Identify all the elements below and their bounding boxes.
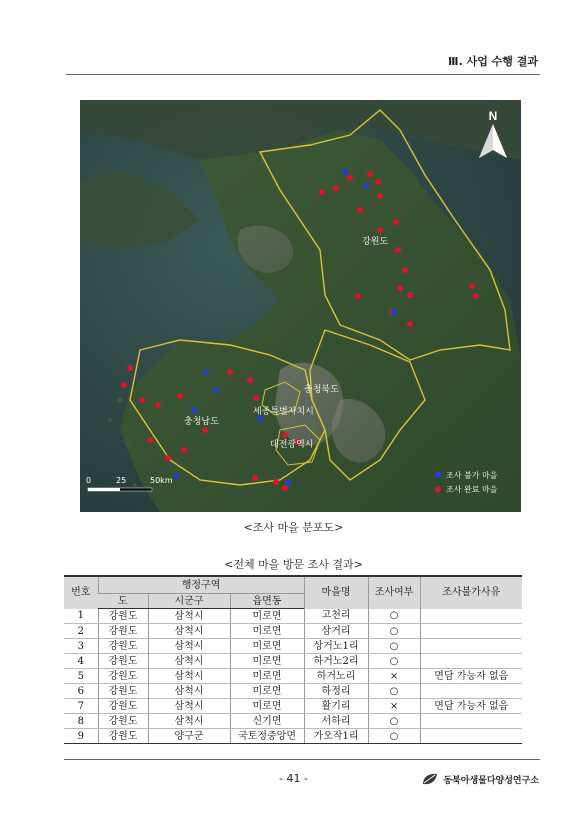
cell-sigungu: 삼척시: [148, 609, 230, 624]
cell-do: 강원도: [98, 609, 148, 624]
legend-completed-dot: [435, 486, 441, 492]
cell-no: 7: [64, 699, 98, 714]
legend-unavailable-dot: [435, 472, 441, 478]
village-marker-completed: [393, 219, 399, 225]
cell-village: 활기리: [304, 699, 368, 714]
header-eupmyeondong: 읍면동: [230, 594, 304, 609]
cell-do: 강원도: [98, 654, 148, 669]
village-marker-completed: [395, 247, 401, 253]
village-marker-completed: [273, 479, 279, 485]
village-marker-completed: [367, 171, 373, 177]
label-chungbuk: 충청북도: [304, 385, 339, 395]
cell-no: 3: [64, 639, 98, 654]
table-row: [64, 669, 522, 684]
village-marker-completed: [469, 283, 475, 289]
cell-sigungu: 양구군: [148, 729, 230, 744]
label-chungnam: 충청남도: [184, 417, 219, 427]
cell-sigungu: 삼척시: [148, 669, 230, 684]
legend-unavailable-label: 조사 불가 마을: [446, 471, 498, 480]
header-divider: [66, 74, 540, 75]
table-row: [64, 609, 522, 624]
village-marker-completed: [227, 369, 233, 375]
cell-eupmyeondong: 미로면: [230, 609, 304, 624]
cell-surveyed: ×: [368, 699, 420, 714]
cell-no: 1: [64, 609, 98, 624]
table-row: [64, 684, 522, 699]
cell-do: 강원도: [98, 729, 148, 744]
village-marker-completed: [473, 293, 479, 299]
map-island: [133, 483, 137, 487]
label-sejong: 세종특별자치시: [253, 407, 314, 417]
village-distribution-map: [80, 100, 521, 512]
village-marker-completed: [253, 395, 259, 401]
village-marker-completed: [127, 365, 133, 371]
cell-do: 강원도: [98, 639, 148, 654]
village-marker-completed: [147, 437, 153, 443]
village-marker-unavailable: [391, 309, 397, 315]
cell-no: 2: [64, 624, 98, 639]
compass-letter: N: [488, 109, 498, 123]
cell-eupmyeondong: 미로면: [230, 669, 304, 684]
table-row: [64, 654, 522, 669]
table-row: [64, 729, 522, 744]
cell-no: 4: [64, 654, 98, 669]
village-marker-completed: [355, 293, 361, 299]
cell-do: 강원도: [98, 714, 148, 729]
cell-surveyed: ○: [368, 639, 420, 654]
cell-reason: [420, 609, 522, 624]
village-marker-completed: [347, 175, 353, 181]
cell-eupmyeondong: 신기면: [230, 714, 304, 729]
cell-do: 강원도: [98, 684, 148, 699]
org-logo: [421, 772, 539, 786]
header-surveyed: 조사여부: [368, 576, 420, 609]
cell-reason: [420, 654, 522, 669]
village-marker-unavailable: [285, 480, 291, 486]
cell-reason: [420, 639, 522, 654]
cell-surveyed: ○: [368, 654, 420, 669]
cell-sigungu: 삼척시: [148, 684, 230, 699]
village-marker-completed: [247, 377, 253, 383]
village-marker-unavailable: [342, 169, 348, 175]
village-marker-completed: [377, 193, 383, 199]
cell-reason: 면담 가능자 없음: [420, 699, 522, 714]
header-reason: 조사불가사유: [420, 576, 522, 609]
footer-divider: [64, 759, 540, 760]
village-marker-completed: [121, 382, 127, 388]
leaf-logo-icon: [421, 772, 439, 786]
scale-zero: 0: [86, 476, 92, 485]
cell-village: 가오작1리: [304, 729, 368, 744]
cell-eupmyeondong: 미로면: [230, 699, 304, 714]
cell-no: 6: [64, 684, 98, 699]
survey-results-table: [64, 575, 522, 744]
map-island: [117, 397, 123, 403]
table-row: [64, 639, 522, 654]
cell-reason: 면담 가능자 없음: [420, 669, 522, 684]
village-marker-completed: [407, 321, 413, 327]
village-marker-completed: [282, 485, 288, 491]
village-marker-completed: [357, 207, 363, 213]
cell-sigungu: 삼척시: [148, 639, 230, 654]
cell-village: 서하리: [304, 714, 368, 729]
cell-eupmyeondong: 미로면: [230, 654, 304, 669]
label-daejeon: 대전광역시: [270, 440, 314, 450]
org-name: 동북아생물다양성연구소: [443, 775, 539, 786]
cell-do: 강원도: [98, 624, 148, 639]
page-header: [0, 0, 587, 90]
cell-eupmyeondong: 미로면: [230, 639, 304, 654]
table-body: [64, 609, 522, 744]
legend-completed-label: 조사 완료 마을: [446, 485, 498, 494]
cell-do: 강원도: [98, 699, 148, 714]
cell-village: 하거노리: [304, 669, 368, 684]
label-gangwon: 강원도: [362, 237, 389, 247]
map-caption: <조사 마을 분포도>: [243, 521, 344, 534]
village-marker-completed: [282, 432, 288, 438]
village-marker-completed: [177, 393, 183, 399]
cell-eupmyeondong: 미로면: [230, 684, 304, 699]
village-marker-completed: [139, 397, 145, 403]
scale-end: 50km: [150, 476, 173, 485]
cell-no: 8: [64, 714, 98, 729]
village-marker-completed: [407, 292, 413, 298]
village-marker-completed: [402, 267, 408, 273]
header-sigungu: 시군구: [148, 594, 230, 609]
cell-reason: [420, 684, 522, 699]
village-marker-completed: [202, 427, 208, 433]
village-marker-unavailable: [213, 387, 219, 393]
village-marker-completed: [377, 227, 383, 233]
cell-surveyed: ○: [368, 609, 420, 624]
table-row: [64, 714, 522, 729]
village-marker-completed: [155, 402, 161, 408]
cell-village: 고천리: [304, 609, 368, 624]
cell-village: 삼거리: [304, 624, 368, 639]
village-marker-unavailable: [191, 407, 197, 413]
cell-sigungu: 삼척시: [148, 654, 230, 669]
cell-reason: [420, 624, 522, 639]
cell-sigungu: 삼척시: [148, 624, 230, 639]
village-marker-completed: [181, 447, 187, 453]
map-island: [126, 443, 131, 448]
cell-sigungu: 삼척시: [148, 714, 230, 729]
cell-eupmyeondong: 미로면: [230, 624, 304, 639]
cell-village: 하정리: [304, 684, 368, 699]
cell-reason: [420, 729, 522, 744]
cell-surveyed: ○: [368, 684, 420, 699]
cell-no: 9: [64, 729, 98, 744]
header-do: 도: [98, 594, 148, 609]
cell-surveyed: ×: [368, 669, 420, 684]
cell-surveyed: ○: [368, 729, 420, 744]
scale-mid: 25: [116, 476, 127, 485]
table-caption: <전체 마을 방문 조사 결과>: [224, 558, 363, 571]
section-title: Ⅲ. 사업 수행 결과: [448, 55, 538, 68]
village-marker-completed: [252, 475, 258, 481]
cell-village: 상거노1리: [304, 639, 368, 654]
cell-eupmyeondong: 국토정중앙면: [230, 729, 304, 744]
map-island: [108, 418, 112, 422]
village-marker-completed: [375, 179, 381, 185]
village-marker-completed: [319, 189, 325, 195]
cell-reason: [420, 714, 522, 729]
cell-village: 하거노2리: [304, 654, 368, 669]
village-marker-unavailable: [363, 183, 369, 189]
cell-surveyed: ○: [368, 714, 420, 729]
page-number: - 41 -: [279, 772, 308, 785]
header-admin: 행정구역: [98, 576, 304, 594]
table-row: [64, 699, 522, 714]
header-no: 번호: [64, 576, 98, 609]
village-marker-completed: [333, 185, 339, 191]
cell-surveyed: ○: [368, 624, 420, 639]
cell-no: 5: [64, 669, 98, 684]
village-marker-completed: [165, 455, 171, 461]
header-village: 마을명: [304, 576, 368, 609]
cell-sigungu: 삼척시: [148, 699, 230, 714]
village-marker-unavailable: [203, 369, 209, 375]
village-marker-completed: [397, 285, 403, 291]
table-row: [64, 624, 522, 639]
village-marker-unavailable: [173, 473, 179, 479]
cell-do: 강원도: [98, 669, 148, 684]
